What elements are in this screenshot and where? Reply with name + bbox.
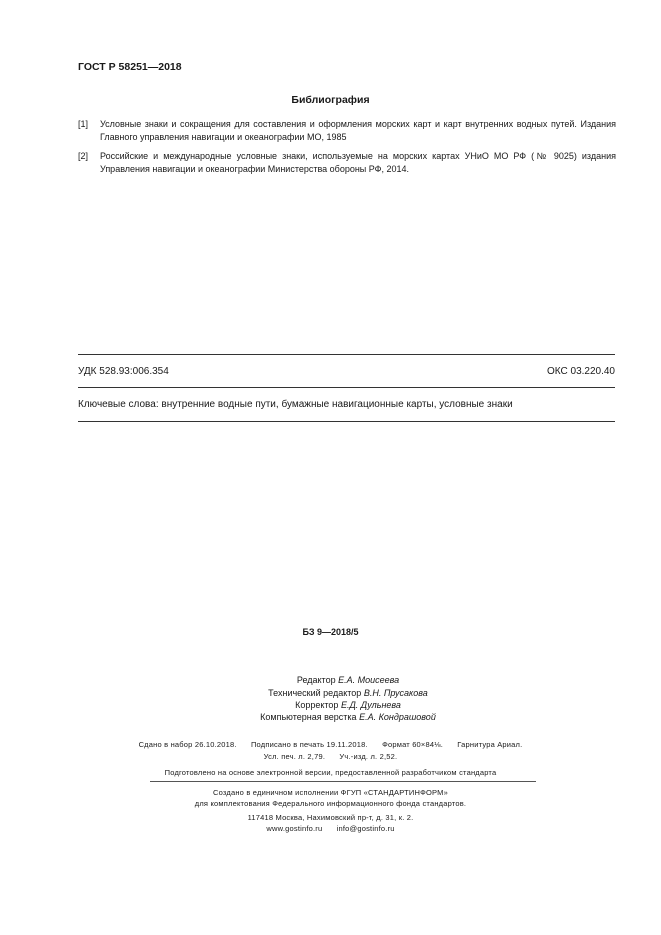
print-detail: Подписано в печать 19.11.2018. <box>250 740 368 749</box>
keywords: Ключевые слова: внутренние водные пути, бумажные навигационные карты, условные знаки <box>78 399 513 410</box>
prepared-note: Подготовлено на основе электронной версии, предоставленной разработчиком стандарта <box>164 768 497 777</box>
credit-name: В.Н. Прусакова <box>363 688 428 698</box>
divider <box>78 354 615 355</box>
credit-name: Е.А. Кондрашовой <box>359 712 436 722</box>
credit-layout <box>0 712 661 722</box>
bibliography-item-text: Российские и международные условные знаки, используемые на морских картах УНиО МО РФ (№ 9025) издания Управления навигации и океанографии Министерства обороны РФ, 2014. <box>100 151 616 174</box>
print-detail: Сдано в набор 26.10.2018. <box>138 740 237 749</box>
bibliography-item-number: [2] <box>78 151 89 161</box>
oks-code: ОКС 03.220.40 <box>547 366 615 377</box>
bibliography-item-number: [1] <box>78 119 89 129</box>
print-detail: Усл. печ. л. 2,79. <box>263 752 326 761</box>
credit-role: Компьютерная верстка <box>260 712 357 722</box>
print-detail: Гарнитура Ариал. <box>457 740 523 749</box>
bibliography-item <box>78 118 616 144</box>
credit-role: Технический редактор <box>268 688 362 698</box>
bibliography-item <box>78 150 616 176</box>
print-detail: Уч.-изд. л. 2,52. <box>339 752 398 761</box>
bz-number: БЗ 9—2018/5 <box>302 627 359 637</box>
udk-code: УДК 528.93:006.354 <box>78 366 169 377</box>
bibliography-title: Библиография <box>291 94 370 106</box>
credit-role: Корректор <box>295 700 339 710</box>
publisher-address: 117418 Москва, Нахимовский пр-т, д. 31, к. 2. <box>247 813 414 822</box>
credit-name: Е.Д. Дульнева <box>340 700 401 710</box>
created-note: для комплектования Федерального информационного фонда стандартов. <box>194 799 467 808</box>
credit-tech-editor <box>0 688 661 698</box>
publisher-contacts <box>0 824 661 833</box>
created-note: Создано в единичном исполнении ФГУП «СТАНДАРТИНФОРМ» <box>213 788 448 797</box>
website-link[interactable]: www.gostinfo.ru <box>266 824 323 833</box>
print-detail: Формат 60×84⅛. <box>382 740 443 749</box>
credit-proofreader <box>0 700 661 710</box>
document-code: ГОСТ Р 58251—2018 <box>78 61 182 73</box>
print-details <box>0 740 661 749</box>
divider <box>150 781 536 782</box>
divider <box>78 387 615 388</box>
credit-editor <box>0 675 661 685</box>
credit-role: Редактор <box>296 675 336 685</box>
credit-name: Е.А. Моисеева <box>338 675 400 685</box>
divider <box>78 421 615 422</box>
email-link[interactable]: info@gostinfo.ru <box>336 824 395 833</box>
print-details <box>0 752 661 761</box>
bibliography-item-text: Условные знаки и сокращения для составления и оформления морских карт и карт внутренних водных путей. Издания Главного управления навигации и океанографии МО, 1985 <box>100 119 616 142</box>
